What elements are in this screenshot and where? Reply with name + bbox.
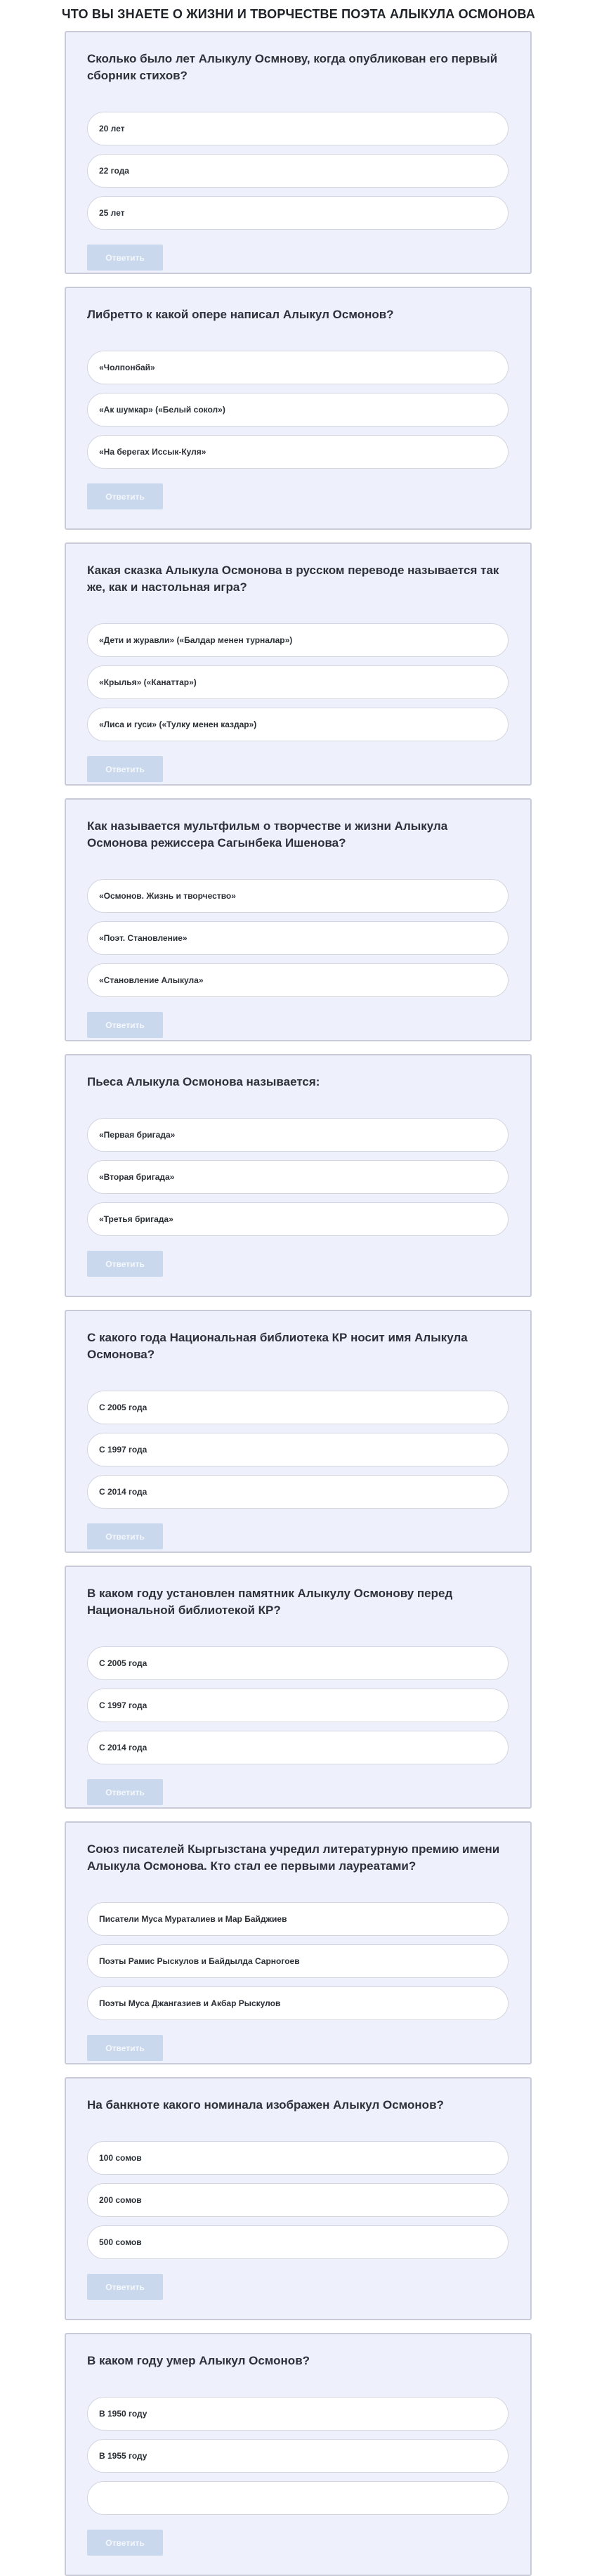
- answer-button[interactable]: Ответить: [87, 483, 163, 509]
- answer-option-1[interactable]: С 2005 года: [87, 1391, 509, 1424]
- answer-option-2[interactable]: «Ак шумкар» («Белый сокол»): [87, 393, 509, 427]
- answer-option-1[interactable]: 20 лет: [87, 112, 509, 145]
- answer-option-1[interactable]: «Дети и журавли» («Балдар менен турналар»): [87, 623, 509, 657]
- answer-option-2[interactable]: 22 года: [87, 154, 509, 188]
- page-title: ЧТО ВЫ ЗНАЕТЕ О ЖИЗНИ И ТВОРЧЕСТВЕ ПОЭТА АЛЫКУЛА ОСМОНОВА: [61, 7, 536, 21]
- question-card-5: [65, 1054, 532, 1297]
- answer-option-1[interactable]: «Осмонов. Жизнь и творчество»: [87, 879, 509, 913]
- question-card-7: [65, 1566, 532, 1809]
- answer-option-2[interactable]: В 1955 году: [87, 2439, 509, 2473]
- question-text: Какая сказка Алыкула Осмонова в русском переводе называется так же, как и настольная игра?: [87, 564, 499, 594]
- answer-button[interactable]: Ответить: [87, 756, 163, 782]
- answer-option-3[interactable]: 500 сомов: [87, 2225, 509, 2259]
- question-card-9: [65, 2077, 532, 2320]
- answer-option-2[interactable]: С 1997 года: [87, 1689, 509, 1722]
- answer-button[interactable]: Ответить: [87, 2035, 163, 2061]
- answer-option-3[interactable]: «На берегах Иссык-Куля»: [87, 435, 509, 469]
- answer-option-2[interactable]: «Вторая бригада»: [87, 1160, 509, 1194]
- answer-option-3[interactable]: С 2014 года: [87, 1731, 509, 1764]
- answer-option-3[interactable]: «Третья бригада»: [87, 1202, 509, 1236]
- answer-option-2[interactable]: «Крылья» («Канаттар»): [87, 665, 509, 699]
- question-card-3: [65, 542, 532, 786]
- answer-option-2[interactable]: 200 сомов: [87, 2183, 509, 2217]
- answer-option-3[interactable]: [87, 2481, 509, 2515]
- answer-option-3[interactable]: Поэты Муса Джангазиев и Акбар Рыскулов: [87, 1986, 509, 2020]
- answer-option-1[interactable]: «Чолпонбай»: [87, 351, 509, 384]
- question-text: Пьеса Алыкула Осмонова называется:: [87, 1075, 320, 1088]
- answer-button[interactable]: Ответить: [87, 1012, 163, 1038]
- answer-button[interactable]: Ответить: [87, 245, 163, 271]
- question-text: В каком году установлен памятник Алыкулу Осмонову перед Национальной библиотекой КР?: [87, 1587, 453, 1617]
- question-text: Сколько было лет Алыкулу Осмнову, когда опубликован его первый сборник стихов?: [87, 52, 498, 82]
- answer-option-1[interactable]: В 1950 году: [87, 2397, 509, 2431]
- question-card-4: [65, 798, 532, 1041]
- answer-button[interactable]: Ответить: [87, 1523, 163, 1549]
- question-text: В каком году умер Алыкул Осмонов?: [87, 2354, 310, 2367]
- answer-option-2[interactable]: Поэты Рамис Рыскулов и Байдылда Сарногоев: [87, 1944, 509, 1978]
- answer-button[interactable]: Ответить: [87, 2530, 163, 2556]
- answer-button[interactable]: Ответить: [87, 2274, 163, 2300]
- answer-button[interactable]: Ответить: [87, 1251, 163, 1277]
- question-card-6: [65, 1310, 532, 1553]
- answer-option-2[interactable]: С 1997 года: [87, 1433, 509, 1466]
- question-text: На банкноте какого номинала изображен Алыкул Осмонов?: [87, 2098, 444, 2112]
- question-card-1: [65, 31, 532, 274]
- answer-option-2[interactable]: «Поэт. Становление»: [87, 921, 509, 955]
- question-text: С какого года Национальная библиотека КР носит имя Алыкула Осмонова?: [87, 1331, 468, 1361]
- answer-option-1[interactable]: 100 сомов: [87, 2141, 509, 2175]
- question-text: Союз писателей Кыргызстана учредил литературную премию имени Алыкула Осмонова. Кто стал ее первыми лауреатами?: [87, 1842, 500, 1873]
- answer-button[interactable]: Ответить: [87, 1779, 163, 1805]
- question-text: Либретто к какой опере написал Алыкул Осмонов?: [87, 308, 394, 321]
- answer-option-3[interactable]: «Лиса и гуси» («Тулку менен каздар»): [87, 708, 509, 741]
- answer-option-1[interactable]: Писатели Муса Мураталиев и Мар Байджиев: [87, 1902, 509, 1936]
- question-card-8: [65, 1821, 532, 2064]
- question-text: Как называется мультфильм о творчестве и жизни Алыкула Осмонова режиссера Сагынбека Ишенова?: [87, 819, 448, 850]
- answer-option-3[interactable]: С 2014 года: [87, 1475, 509, 1509]
- answer-option-1[interactable]: «Первая бригада»: [87, 1118, 509, 1152]
- answer-option-3[interactable]: «Становление Алыкула»: [87, 963, 509, 997]
- question-card-10: [65, 2333, 532, 2576]
- question-card-2: [65, 287, 532, 530]
- answer-option-3[interactable]: 25 лет: [87, 196, 509, 230]
- answer-option-1[interactable]: С 2005 года: [87, 1646, 509, 1680]
